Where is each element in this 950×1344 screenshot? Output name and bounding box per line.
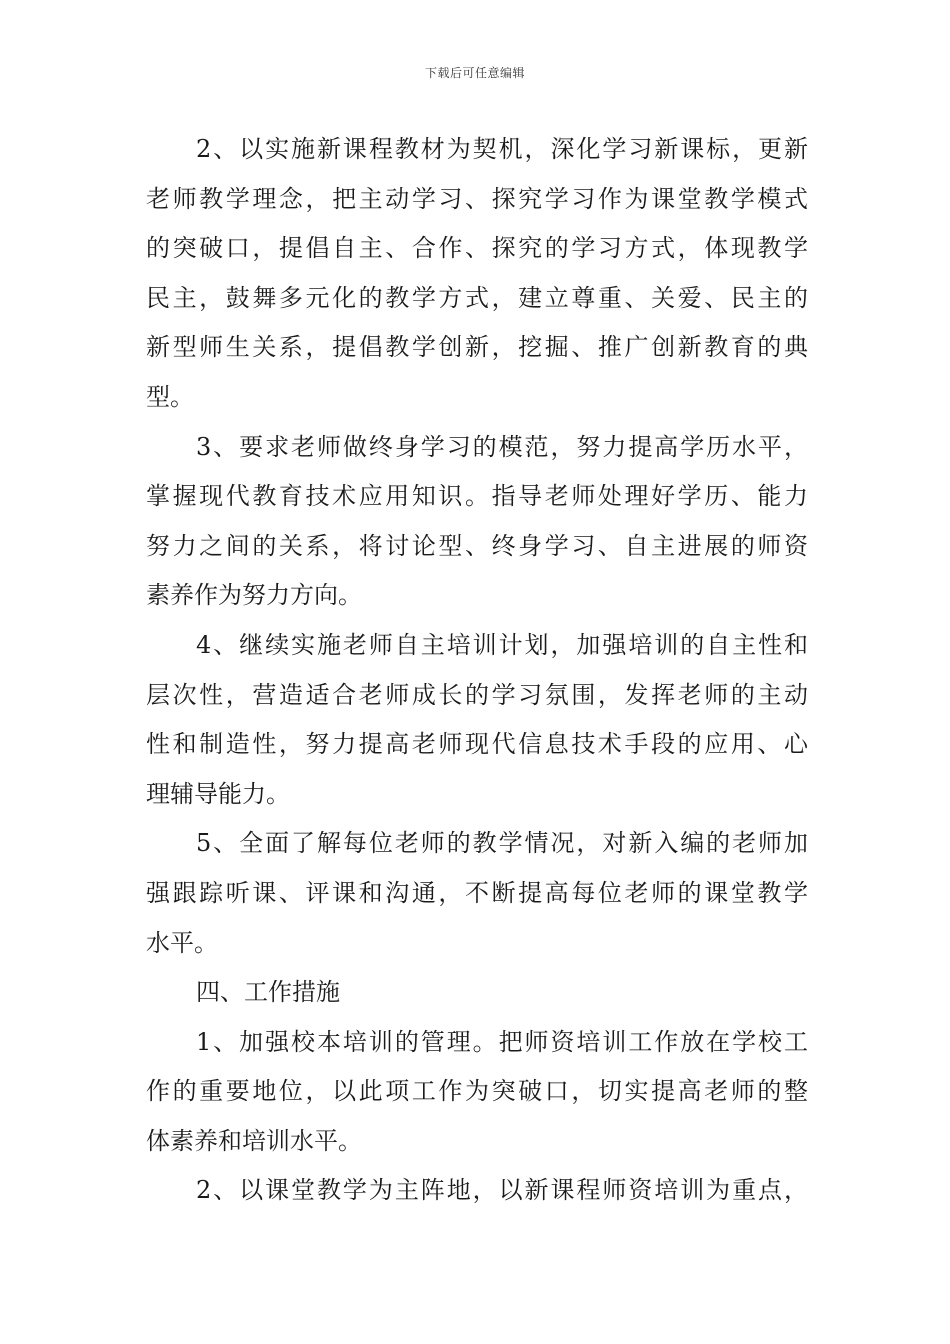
text-line: 素养作为努力方向。 [146,581,362,610]
text-line: 3、要求老师做终身学习的模范，努力提高学历水平， [196,432,808,461]
text-line: 型。 [146,382,194,411]
text-line: 4、继续实施老师自主培训计划，加强培训的自主性和 [196,630,808,659]
text-line: 努力之间的关系，将讨论型、终身学习、自主进展的师资 [146,531,808,560]
text-line: 水平。 [146,928,218,957]
document-body [146,125,808,1216]
text-line: 5、全面了解每位老师的教学情况，对新入编的老师加 [196,829,808,858]
text-line: 掌握现代教育技术应用知识。指导老师处理好学历、能力 [146,482,808,511]
text-line: 的突破口，提倡自主、合作、探究的学习方式，体现教学 [146,234,808,263]
text-line: 强跟踪听课、评课和沟通，不断提高每位老师的课堂教学 [146,878,808,907]
text-line: 作的重要地位，以此项工作为突破口，切实提高老师的整 [146,1077,808,1106]
text-line: 层次性，营造适合老师成长的学习氛围，发挥老师的主动 [146,680,808,709]
page-header: 下载后可任意编辑 [424,66,525,80]
text-line: 2、以课堂教学为主阵地，以新课程师资培训为重点， [196,1176,808,1205]
text-line: 体素养和培训水平。 [146,1126,362,1155]
text-line: 1、加强校本培训的管理。把师资培训工作放在学校工 [196,1027,808,1056]
text-line: 老师教学理念，把主动学习、探究学习作为课堂教学模式 [146,184,808,213]
text-line: 2、以实施新课程教材为契机，深化学习新课标，更新 [196,135,808,163]
text-line: 理辅导能力。 [146,779,290,808]
text-line: 新型师生关系，提倡教学创新，挖掘、推广创新教育的典 [146,333,808,362]
text-line: 性和制造性，努力提高老师现代信息技术手段的应用、心 [146,730,808,759]
text-line: 民主，鼓舞多元化的教学方式，建立尊重、关爱、民主的 [146,283,808,312]
section-heading: 四、工作措施 [196,978,340,1007]
